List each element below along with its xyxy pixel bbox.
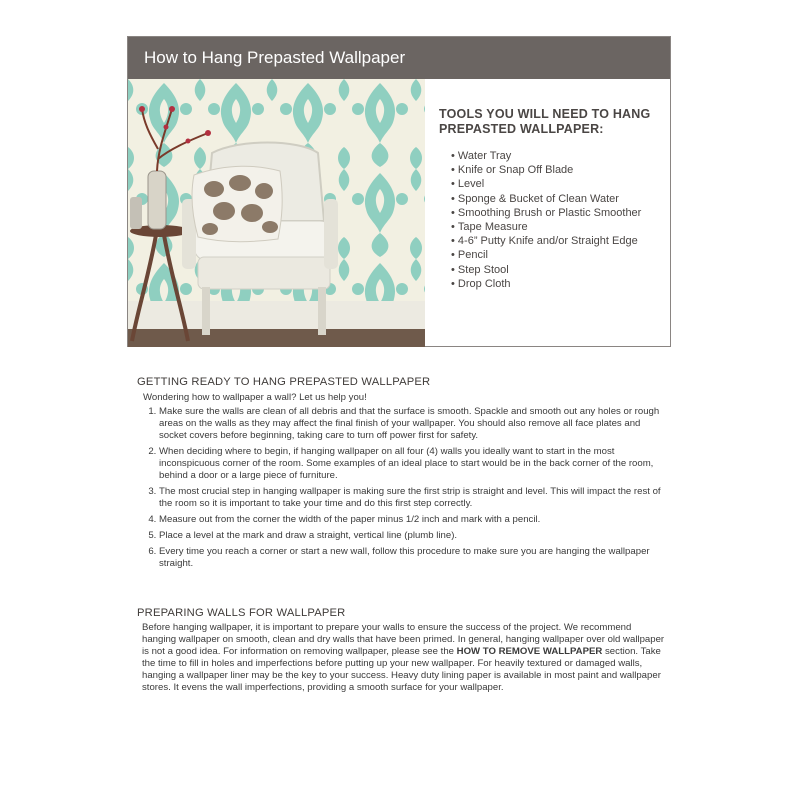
list-item: 3. The most crucial step in hanging wallpaper is making sure the first strip is straight and level. This will impact the rest of the room so it is important to take your time and do this first step correctly. (159, 486, 667, 510)
section-heading: PREPARING WALLS FOR WALLPAPER (137, 607, 346, 619)
list-item: • Level (451, 177, 664, 191)
tools-heading: TOOLS YOU WILL NEED TO HANG PREPASTED WALLPAPER: (439, 107, 651, 136)
preparing-section (137, 607, 667, 694)
preparing-paragraph (142, 622, 667, 694)
list-item: • Water Tray (451, 149, 664, 163)
list-item: • Tape Measure (451, 220, 664, 234)
list-item: • Drop Cloth (451, 277, 664, 291)
section-heading: GETTING READY TO HANG PREPASTED WALLPAPER (137, 376, 431, 388)
list-item: • Smoothing Brush or Plastic Smoother (451, 206, 664, 220)
list-item: 4. Measure out from the corner the width of the paper minus 1/2 inch and mark with a pencil. (159, 514, 667, 526)
steps-list (137, 406, 667, 570)
getting-ready-section (137, 376, 667, 574)
remove-wallpaper-reference: HOW TO REMOVE WALLPAPER (456, 646, 603, 657)
tools-panel (439, 107, 664, 291)
paragraph-text: Before hanging wallpaper, it is important to prepare your walls to ensure the success of the project. We recommend hanging wallpaper on smooth, clean and dry walls that have been primed. In general, hanging wallpaper over old wallpaper is not a good idea. For information on removing wallpaper, please see the (142, 622, 665, 657)
tools-list (451, 149, 664, 291)
tools-card (127, 36, 671, 347)
list-item: 6. Every time you reach a corner or start a new wall, follow this procedure to make sure you are hanging the wallpaper straight. (159, 546, 667, 570)
list-item: • Knife or Snap Off Blade (451, 163, 664, 177)
wallpaper-room-photo (128, 79, 425, 347)
card-title: How to Hang Prepasted Wallpaper (128, 37, 670, 79)
list-item: • Step Stool (451, 263, 664, 277)
paragraph-text: section. Take the time to fill in holes and imperfections before putting up your new wallpaper. For heavily textured or damaged walls, hanging a wallpaper liner may be the key to your success. Heavy duty lining paper is available in most paint and wallpaper stores. It evens the wall imperfections, providing a smooth surface for your wallpaper. (142, 646, 661, 693)
list-item: • 4-6” Putty Knife and/or Straight Edge (451, 234, 664, 248)
list-item: 2. When deciding where to begin, if hanging wallpaper on all four (4) walls you ideally want to start in the most inconspicuous corner of the room. Some examples of an ideal place to start would be in the back corner of the room, behind a door or a large piece of furniture. (159, 446, 667, 482)
list-item: • Pencil (451, 248, 664, 262)
list-item: 5. Place a level at the mark and draw a straight, vertical line (plumb line). (159, 530, 667, 542)
list-item: 1. Make sure the walls are clean of all debris and that the surface is smooth. Spackle and smooth out any holes or rough areas on the walls as they may affect the final finish of your wallpaper. You should also remove all face plates and socket covers before beginning, taking care to turn off power first for safety. (159, 406, 667, 442)
list-item: • Sponge & Bucket of Clean Water (451, 192, 664, 206)
intro-text: Wondering how to wallpaper a wall? Let us help you! (143, 392, 367, 403)
